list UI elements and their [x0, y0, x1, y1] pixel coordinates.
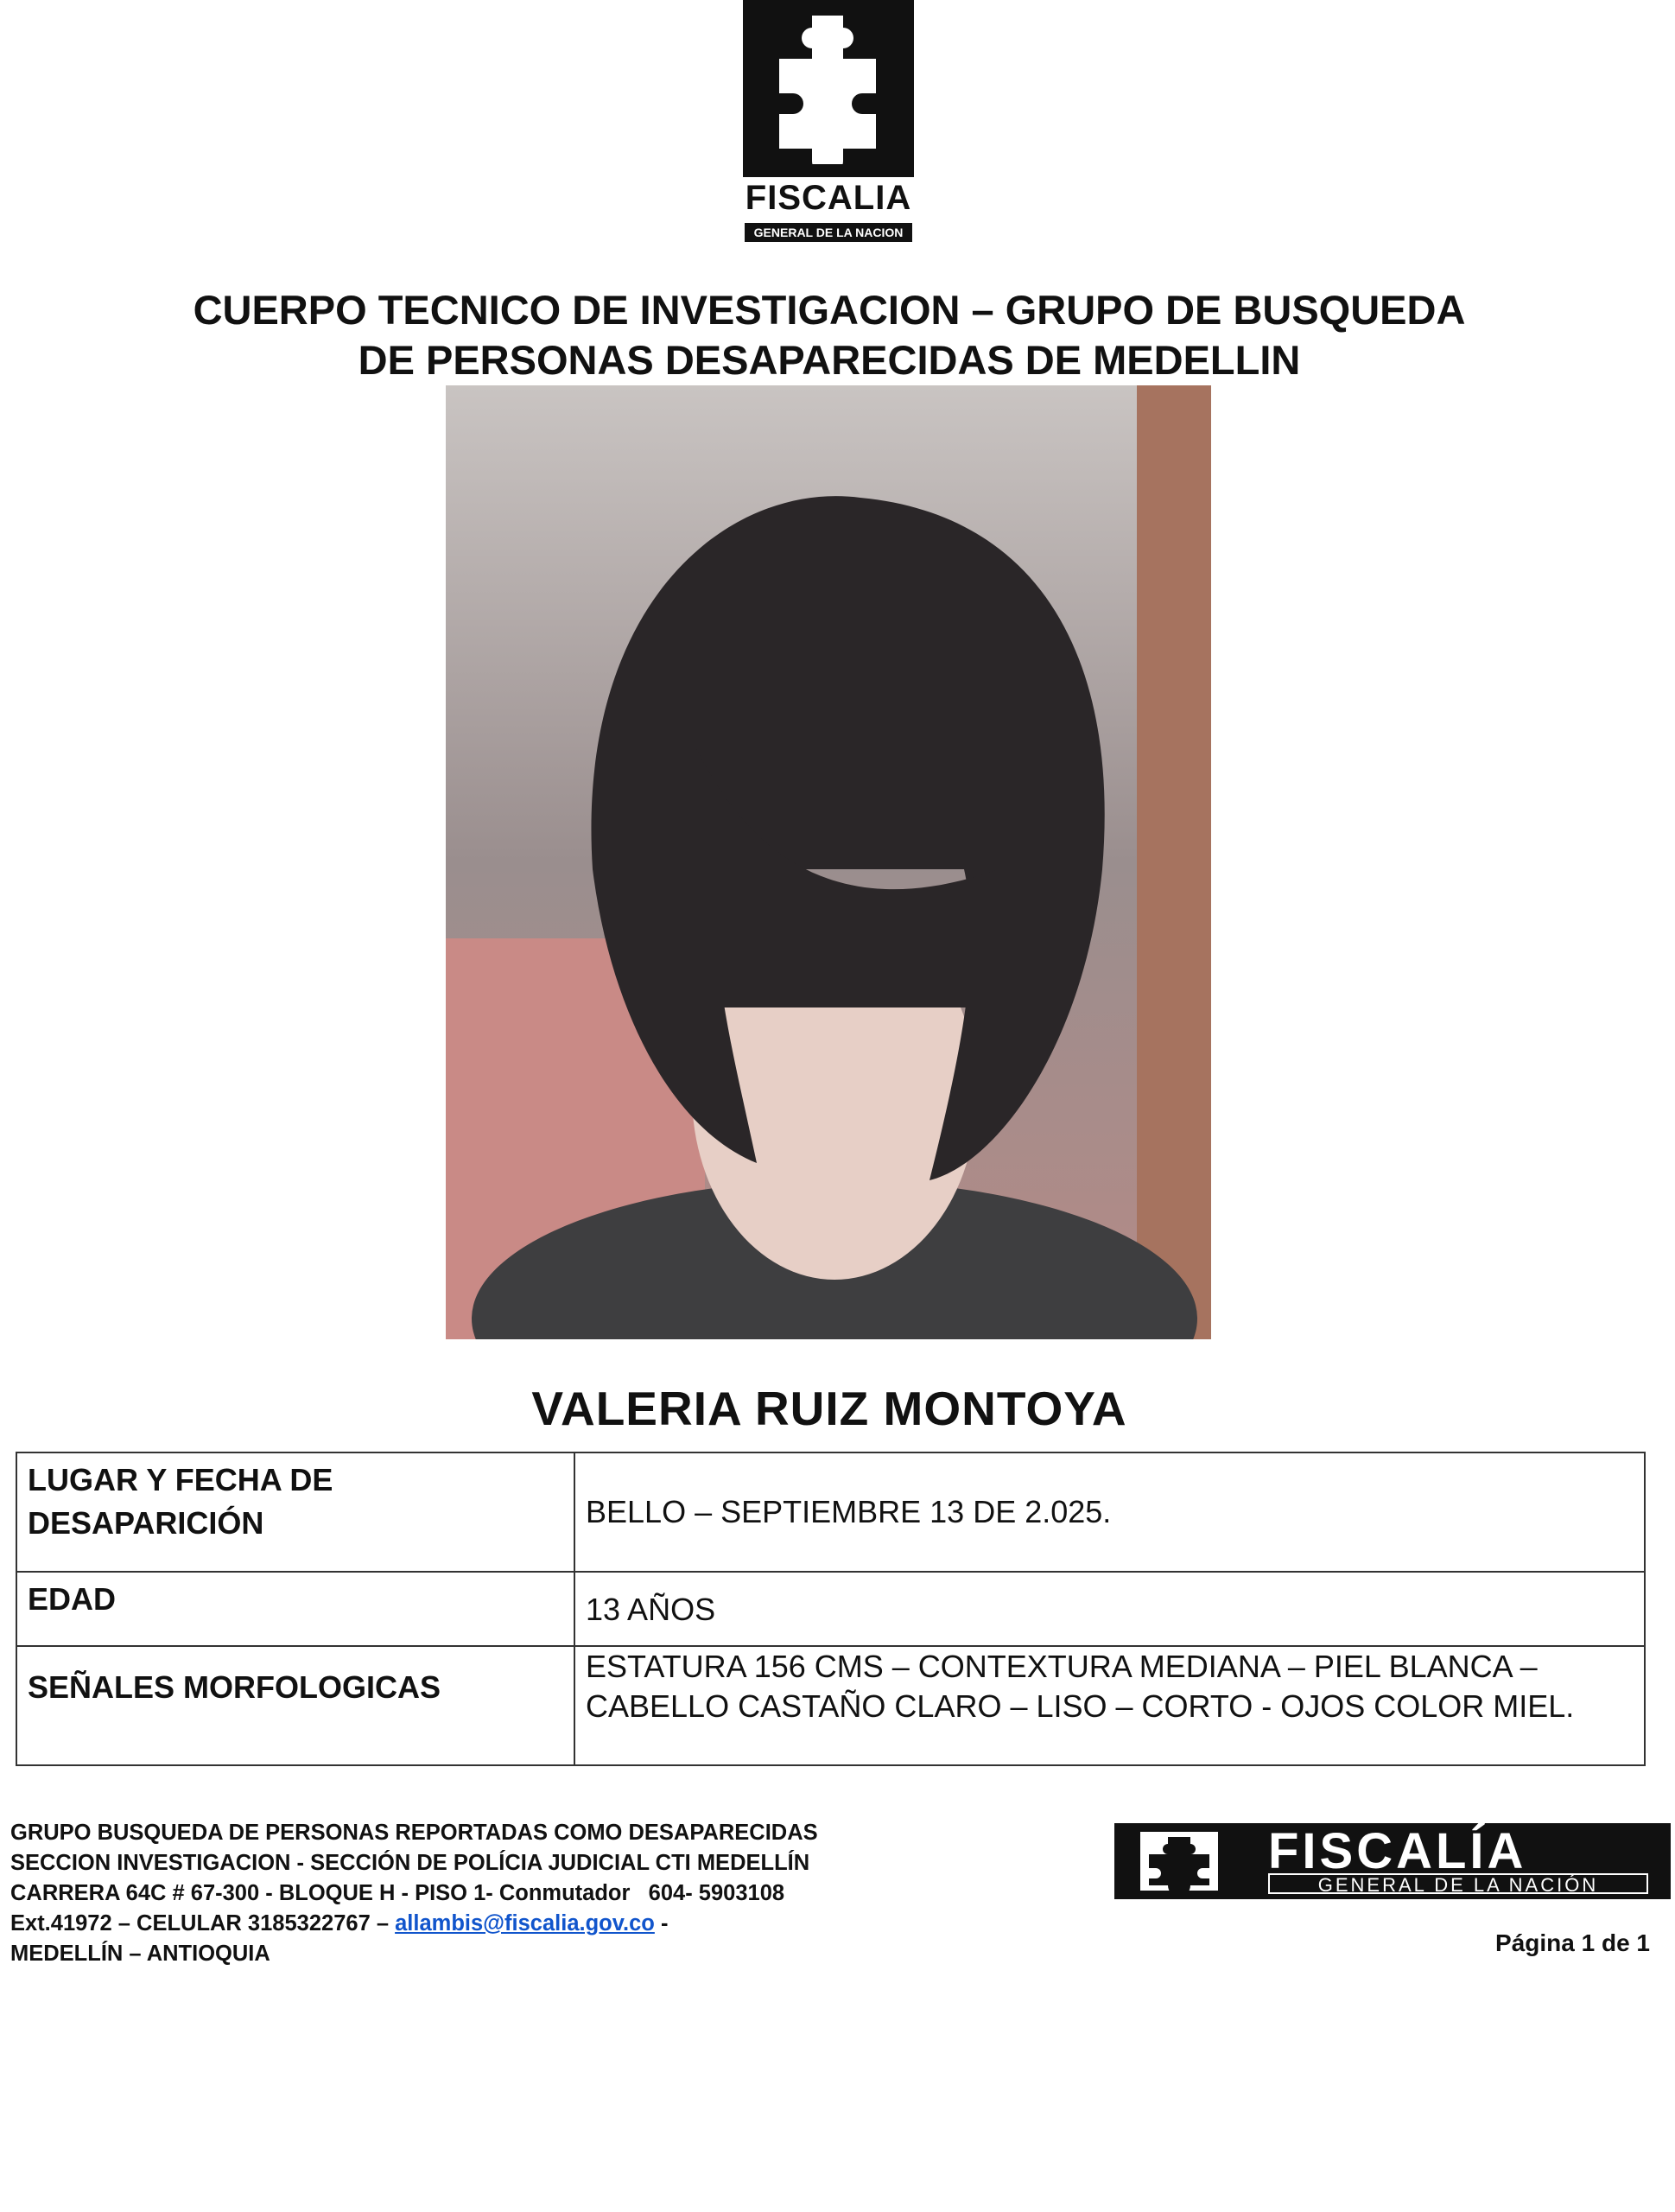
row-value	[574, 1452, 1645, 1572]
row-value	[574, 1572, 1645, 1646]
row-value-text: 13 AÑOS	[586, 1592, 716, 1627]
footer-line-1: GRUPO BUSQUEDA DE PERSONAS REPORTADAS COMO DESAPARECIDAS	[10, 1821, 818, 1845]
row-label-text: SEÑALES MORFOLOGICAS	[28, 1669, 441, 1705]
row-value	[574, 1646, 1645, 1765]
footer-line-2: SECCION INVESTIGACION - SECCIÓN DE POLÍCIA JUDICIAL CTI MEDELLÍN	[10, 1851, 810, 1875]
row-label	[16, 1646, 574, 1765]
row-label: EDAD	[16, 1572, 574, 1646]
person-name: VALERIA RUIZ MONTOYA	[531, 1382, 1127, 1435]
row-label: LUGAR Y FECHA DE DESAPARICIÓN	[16, 1452, 574, 1572]
logo-subtitle: GENERAL DE LA NACION	[745, 223, 912, 242]
footer-line-4	[10, 1909, 926, 1939]
fiscalia-logo	[743, 0, 914, 245]
heading-line-1: CUERPO TECNICO DE INVESTIGACION – GRUPO DE BUSQUEDA	[193, 287, 1466, 333]
footer-logo-wordmark: FISCALÍA	[1268, 1823, 1527, 1879]
page-number: Página 1 de 1	[1495, 1929, 1650, 1956]
logo-wordmark: FISCALIA	[745, 179, 912, 217]
table-row	[16, 1646, 1645, 1765]
puzzle-icon	[743, 0, 914, 177]
footer-dash: -	[654, 1911, 669, 1936]
info-table	[16, 1452, 1646, 1766]
page-heading	[86, 285, 1572, 385]
footer-contact	[10, 1818, 926, 1969]
heading-line-2: DE PERSONAS DESAPARECIDAS DE MEDELLIN	[358, 337, 1301, 383]
table-row	[16, 1572, 1645, 1646]
row-value-text: BELLO – SEPTIEMBRE 13 DE 2.025.	[586, 1494, 1112, 1529]
table-row	[16, 1452, 1645, 1572]
row-value-text: ESTATURA 156 CMS – CONTEXTURA MEDIANA – PIEL BLANCA – CABELLO CASTAÑO CLARO – LISO – CORTO - OJOS COLOR MIEL.	[586, 1649, 1575, 1724]
footer-line-3: CARRERA 64C # 67-300 - BLOQUE H - PISO 1- Conmutador 604- 5903108	[10, 1881, 785, 1905]
email-link[interactable]: allambis@fiscalia.gov.co	[395, 1911, 655, 1936]
footer-phone: Ext.41972 – CELULAR 3185322767 –	[10, 1911, 396, 1936]
footer-logo-subtitle: GENERAL DE LA NACIÓN	[1268, 1873, 1648, 1894]
footer-logo	[1114, 1823, 1671, 1899]
puzzle-icon	[1140, 1832, 1218, 1891]
person-photo	[446, 385, 1211, 1339]
footer-line-5: MEDELLÍN – ANTIOQUIA	[10, 1942, 270, 1966]
